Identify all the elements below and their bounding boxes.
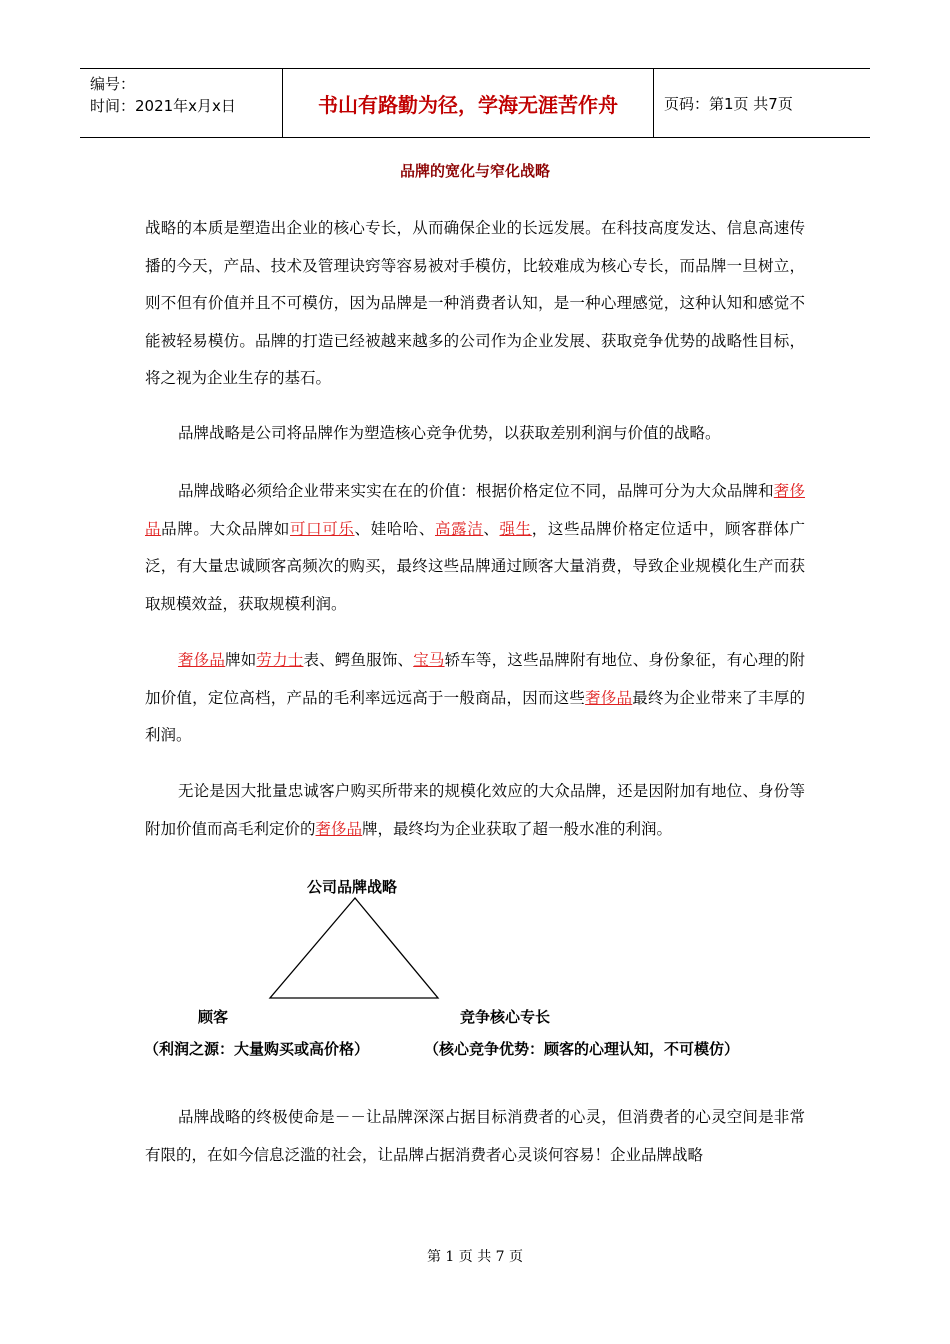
p3-text-3: 、娃哈哈、	[354, 519, 436, 538]
p4-text-4: 最终为企业带来了丰厚的利润。	[145, 688, 805, 744]
p5-text-1: 无论是因大批量忠诚客户购买所带来的规模化效应的大众品牌，还是因附加有地位、身份等附加价值而高毛利定价的	[145, 782, 805, 838]
diagram-left-note: （利润之源：大量购买或高价格）	[144, 1040, 370, 1058]
p4-text-3: 轿车等，这些品牌附有地位、身份象征，有心理的附加价值，定位高档，产品的毛利率远远高于一般商品，因而这些	[145, 651, 805, 707]
link-bmw[interactable]: 宝马	[413, 651, 445, 669]
p3-text-1: 品牌战略必须给企业带来实实在在的价值：根据价格定位不同，品牌可分为大众品牌和	[178, 482, 774, 500]
header-meta	[80, 69, 282, 137]
p4-text-1: 牌如	[225, 651, 257, 669]
link-luxury-3[interactable]: 奢侈品	[585, 688, 633, 707]
paragraph-1: 战略的本质是塑造出企业的核心专长，从而确保企业的长远发展。在科技高度发达、信息高速传播的今天，产品、技术及管理诀窍等容易被对手模仿，比较难成为核心专长，而品牌一旦树立，则不但有价值并且不可模仿，因为品牌是一种消费者认知，是一种心理感觉，这种认知和感觉不能被轻易模仿。品牌的打造已经被越来越多的公司作为企业发展、获取竞争优势的战略性目标，将之视为企业生存的基石。	[145, 219, 805, 387]
header-motto: 书山有路勤为径，学海无涯苦作舟	[282, 69, 654, 137]
p3-text-5: ，这些品牌价格定位适中，顾客群体广泛，有大量忠诚顾客高频次的购买，最终这些品牌通过顾客大量消费，导致企业规模化生产而获取规模效益，获取规模利润。	[145, 519, 805, 613]
diagram-right-label: 竞争核心专长	[460, 1008, 551, 1026]
link-luxury-4[interactable]: 奢侈品	[315, 819, 363, 838]
diagram-left-label: 顾客	[198, 1008, 229, 1026]
paragraph-5	[145, 773, 805, 848]
header-page-info: 页码：第1页 共7页	[664, 94, 793, 113]
link-colgate[interactable]: 高露洁	[435, 519, 484, 538]
p3-text-4: 、	[483, 519, 500, 538]
p3-text-2: 品牌。大众品牌如	[161, 519, 291, 538]
triangle-shape	[270, 898, 438, 998]
paragraph-6: 品牌战略的终极使命是－－让品牌深深占据目标消费者的心灵，但消费者的心灵空间是非常有限的，在如今信息泛滥的社会，让品牌占据消费者心灵谈何容易！企业品牌战略	[145, 1108, 805, 1164]
paragraph-2: 品牌战略是公司将品牌作为塑造核心竞争优势，以获取差别利润与价值的战略。	[178, 424, 721, 442]
page-footer: 第 1 页 共 7 页	[426, 1249, 524, 1265]
diagram-top-label: 公司品牌战略	[307, 878, 398, 896]
number-label: 编号：	[90, 75, 136, 93]
header-table	[80, 68, 870, 138]
p5-text-2: 牌，最终均为企业获取了超一般水准的利润。	[362, 819, 673, 838]
link-coca-cola[interactable]: 可口可乐	[290, 519, 355, 538]
link-luxury-2[interactable]: 奢侈品	[178, 651, 226, 669]
link-johnson[interactable]: 强生	[499, 519, 532, 538]
paragraph-4	[145, 642, 805, 755]
document-title: 品牌的宽化与窄化战略	[399, 162, 550, 180]
diagram-right-note: （核心竞争优势：顾客的心理认知，不可模仿）	[424, 1040, 740, 1058]
link-luxury[interactable]: 奢侈品	[145, 482, 805, 538]
link-rolex[interactable]: 劳力士	[256, 651, 304, 669]
brand-strategy-diagram	[140, 870, 820, 1070]
p4-text-2: 表、鳄鱼服饰、	[303, 651, 414, 669]
paragraph-3	[145, 473, 805, 623]
time-label: 时间：2021年x月x日	[90, 97, 236, 115]
